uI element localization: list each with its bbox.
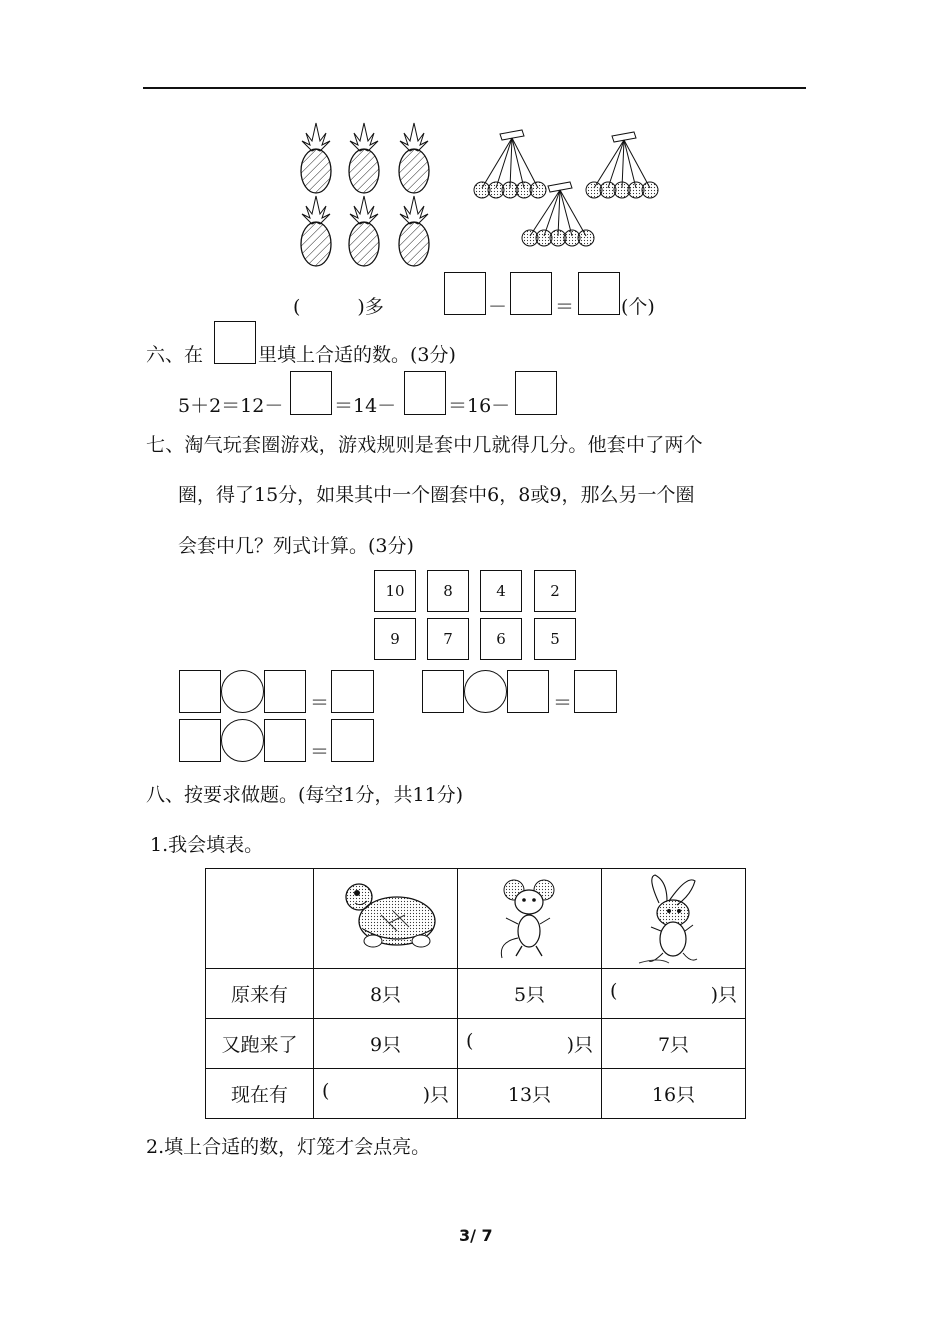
cell-value: 16只 (602, 1069, 746, 1119)
header-mouse-cell (458, 869, 602, 969)
fruit-illustration (290, 118, 670, 278)
answer-box[interactable] (331, 719, 374, 762)
section7-line1: 七、淘气玩套圈游戏，游戏规则是套中几就得几分。他套中了两个 (146, 434, 703, 456)
score-card: 6 (480, 618, 522, 660)
cell-value: 5只 (458, 969, 602, 1019)
animal-table (205, 868, 746, 1119)
q2-label: 2.填上合适的数，灯笼才会点亮。 (146, 1136, 431, 1158)
header-rabbit-cell (602, 869, 746, 969)
equals-sign: ＝ (310, 741, 330, 763)
section6-title-post: 里填上合适的数。(3分) (258, 344, 456, 366)
rabbit-icon (629, 873, 719, 965)
paren-close: )只 (710, 984, 737, 1006)
pineapple-icon (301, 196, 331, 266)
pineapple-icon (349, 196, 379, 266)
answer-box[interactable] (179, 719, 221, 762)
score-card: 5 (534, 618, 576, 660)
answer-box[interactable] (515, 371, 557, 415)
more-label: ( )多 (293, 296, 384, 318)
section7-line3: 会套中几？列式计算。(3分) (178, 535, 414, 557)
cherry-bunch-icon (586, 132, 658, 198)
equals-sign: ＝ (310, 692, 330, 714)
section6-eq-mid2: ＝16－ (448, 395, 511, 417)
section6-title-pre: 六、在 (146, 344, 204, 366)
answer-box[interactable] (179, 670, 221, 713)
answer-box[interactable] (510, 272, 552, 315)
answer-box[interactable] (264, 670, 306, 713)
operator-circle[interactable] (221, 670, 264, 713)
answer-box[interactable] (422, 670, 464, 713)
row-label: 原来有 (206, 969, 314, 1019)
section6-eq-start: 5＋2＝12－ (178, 395, 284, 417)
equals-sign: ＝ (555, 296, 575, 318)
pineapple-icon (399, 196, 429, 266)
answer-box[interactable] (290, 371, 332, 415)
score-card: 9 (374, 618, 416, 660)
pineapple-icon (301, 123, 331, 193)
section7-line2: 圈，得了15分，如果其中一个圈套中6，8或9，那么另一个圈 (178, 484, 695, 506)
row-label: 现在有 (206, 1069, 314, 1119)
cell-value: 9只 (314, 1019, 458, 1069)
header-rule (143, 87, 806, 89)
turtle-icon (331, 879, 441, 959)
blank-cell[interactable] (314, 1069, 458, 1119)
paren-open: ( (610, 980, 618, 1002)
paren-close: )只 (566, 1034, 593, 1056)
score-card: 8 (427, 570, 469, 612)
operator-circle[interactable] (464, 670, 507, 713)
cherry-bunch-icon (474, 130, 546, 198)
cell-value: 8只 (314, 969, 458, 1019)
unit-label: (个) (621, 296, 655, 318)
cell-value: 13只 (458, 1069, 602, 1119)
score-card: 10 (374, 570, 416, 612)
score-card: 2 (534, 570, 576, 612)
cell-value: 7只 (602, 1019, 746, 1069)
answer-box[interactable] (444, 272, 486, 315)
sample-box (214, 321, 256, 364)
mouse-icon (490, 876, 570, 962)
paren-open: ( (322, 1080, 330, 1102)
row-label: 又跑来了 (206, 1019, 314, 1069)
equals-sign: ＝ (553, 692, 573, 714)
answer-box[interactable] (574, 670, 617, 713)
paren-open: ( (466, 1030, 474, 1052)
q1-label: 1.我会填表。 (150, 834, 264, 856)
header-turtle-cell (314, 869, 458, 969)
blank-cell[interactable] (602, 969, 746, 1019)
pineapple-icon (349, 123, 379, 193)
score-card: 7 (427, 618, 469, 660)
answer-box[interactable] (404, 371, 446, 415)
section6-eq-mid1: ＝14－ (334, 395, 397, 417)
answer-box[interactable] (507, 670, 549, 713)
score-card: 4 (480, 570, 522, 612)
answer-box[interactable] (264, 719, 306, 762)
blank-cell[interactable] (458, 1019, 602, 1069)
pineapple-icon (399, 123, 429, 193)
paren-close: )只 (422, 1084, 449, 1106)
answer-box[interactable] (578, 272, 620, 315)
operator-circle[interactable] (221, 719, 264, 762)
answer-box[interactable] (331, 670, 374, 713)
header-empty-cell (206, 869, 314, 969)
page-number: 3/ 7 (459, 1226, 493, 1245)
minus-sign: － (488, 296, 508, 318)
section8-title: 八、按要求做题。(每空1分，共11分) (146, 784, 464, 806)
